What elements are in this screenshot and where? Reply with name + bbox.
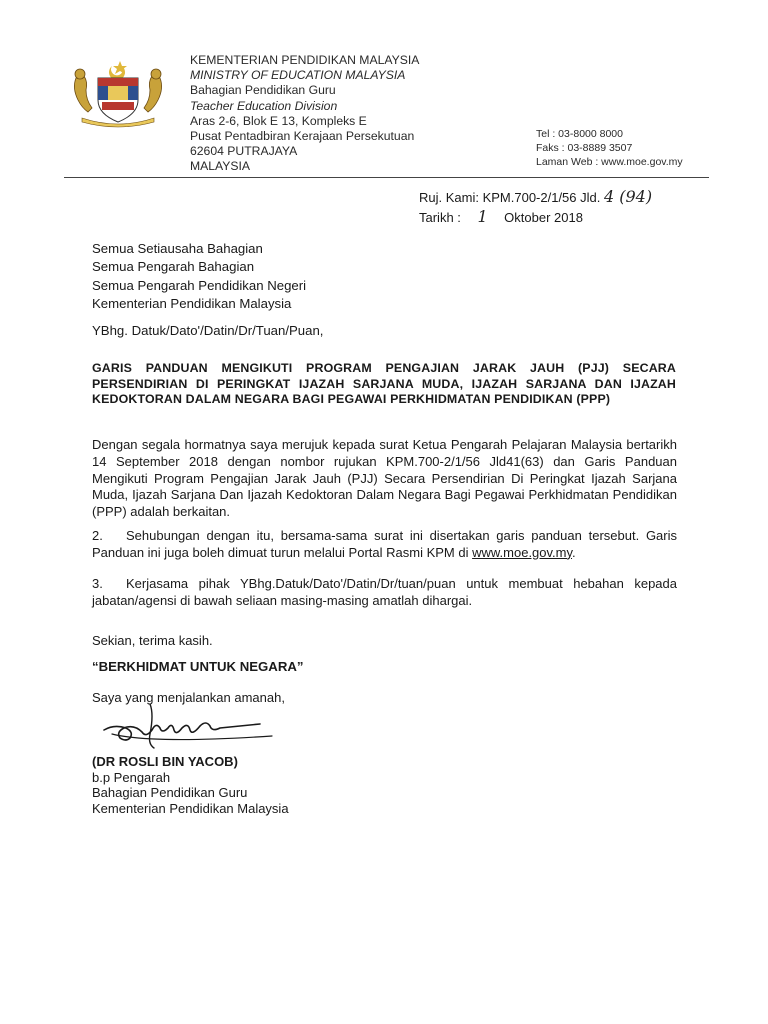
date-month-year: Oktober 2018 — [504, 210, 583, 225]
reference-block — [419, 187, 652, 227]
moe-website-link[interactable]: www.moe.gov.my — [472, 544, 573, 560]
division-name-ms: Bahagian Pendidikan Guru — [190, 83, 336, 98]
paragraph-1: Dengan segala hormatnya saya merujuk kepada surat Ketua Pengarah Pelajaran Malaysia bertarikh 14 September 2018 dengan nombor rujukan KPM.700-2/1/56 Jld41(63) dan Garis Panduan Mengikuti Program Pengajian Jarak Jauh (PJJ) Secara Persendirian Di Peringkat Ijazah Sarjana Muda, Ijazah Sarjana Dan Ijazah Kedoktoran Dalam Negara Bagi Pegawai Perkhidmatan Pendidikan (PPP) adalah berkaitan. — [92, 437, 677, 520]
letter-date — [419, 207, 652, 227]
contact-block — [536, 127, 683, 169]
telephone: Tel : 03-8000 8000 — [536, 128, 623, 140]
trust-line: Saya yang menjalankan amanah, — [92, 690, 285, 705]
paragraph-2 — [92, 528, 677, 562]
date-label: Tarikh : — [419, 210, 461, 225]
paragraph-number: 3. — [92, 576, 103, 591]
address-line-4: MALAYSIA — [190, 159, 251, 174]
address-line-1: Aras 2-6, Blok E 13, Kompleks E — [190, 113, 367, 128]
recipient-line: Kementerian Pendidikan Malaysia — [92, 295, 292, 311]
signatory-line: b.p Pengarah — [92, 769, 171, 785]
reference-number — [419, 187, 652, 207]
signatory-line: Kementerian Pendidikan Malaysia — [92, 800, 289, 816]
paragraph-3-text: Kerjasama pihak YBhg.Datuk/Dato'/Datin/Dr/tuan/puan untuk membuat hebahan kepada jabatan/agensi di bawah seliaan masing-masing amatlah dihargai. — [92, 576, 677, 608]
salutation: YBhg. Datuk/Dato'/Datin/Dr/Tuan/Puan, — [92, 323, 324, 338]
paragraph-3 — [92, 576, 677, 610]
reference-label: Ruj. Kami: KPM.700-2/1/56 Jld. — [419, 190, 601, 205]
closing-line: Sekian, terima kasih. — [92, 633, 213, 648]
paragraph-2-text: Sehubungan dengan itu, bersama-sama surat ini disertakan garis panduan tersebut. Garis Panduan ini juga boleh dimuat turun melalui Portal Rasmi KPM di — [92, 528, 677, 560]
letterhead — [190, 53, 419, 175]
letterhead-divider — [64, 177, 709, 178]
letter-subject: GARIS PANDUAN MENGIKUTI PROGRAM PENGAJIAN JARAK JAUH (PJJ) SECARA PERSENDIRIAN DI PERINGKAT IJAZAH SARJANA MUDA, IJAZAH SARJANA DAN IJAZAH KEDOKTORAN DALAM NEGARA BAGI PEGAWAI PERKHIDMATAN PENDIDIKAN (PPP) — [92, 361, 676, 407]
paragraph-2-end: . — [572, 544, 576, 560]
recipient-line: Semua Pengarah Pendidikan Negeri — [92, 277, 307, 293]
signatory-line: Bahagian Pendidikan Guru — [92, 785, 248, 800]
signatory-name: (DR ROSLI BIN YACOB) — [92, 754, 238, 769]
reference-handwritten: 4 (94) — [603, 187, 653, 206]
website: Laman Web : www.moe.gov.my — [536, 156, 683, 168]
recipient-list — [92, 240, 306, 313]
address-line-3: 62604 PUTRAJAYA — [190, 144, 298, 159]
recipient-line: Semua Pengarah Bahagian — [92, 259, 255, 275]
motto: “BERKHIDMAT UNTUK NEGARA” — [92, 659, 304, 674]
fax: Faks : 03-8889 3507 — [536, 142, 633, 154]
address-line-2: Pusat Pentadbiran Kerajaan Persekutuan — [190, 129, 415, 144]
ministry-name-en: MINISTRY OF EDUCATION MALAYSIA — [190, 68, 406, 83]
handwritten-signature — [100, 700, 280, 755]
paragraph-number: 2. — [92, 528, 103, 543]
signatory-block — [92, 754, 289, 816]
coat-of-arms-crest — [68, 58, 168, 128]
date-day-handwritten: 1 — [477, 207, 488, 226]
recipient-line: Semua Setiausaha Bahagian — [92, 241, 263, 256]
ministry-name-ms: KEMENTERIAN PENDIDIKAN MALAYSIA — [190, 53, 420, 67]
division-name-en: Teacher Education Division — [190, 98, 338, 113]
